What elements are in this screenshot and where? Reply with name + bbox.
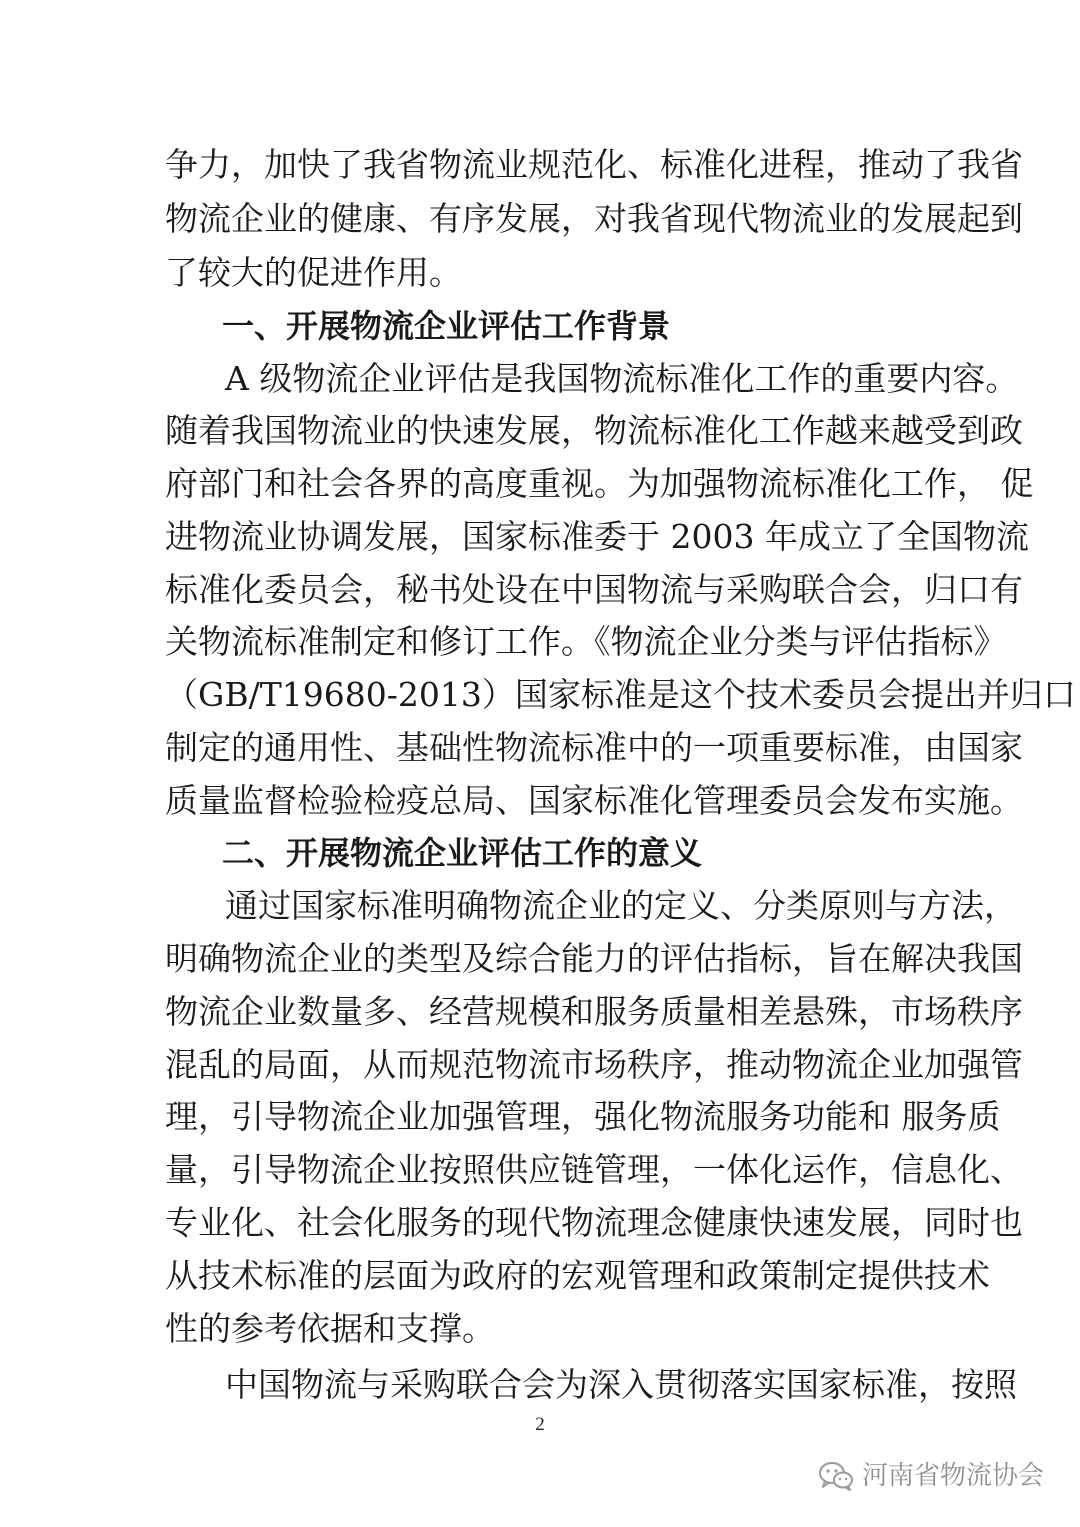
- watermark: [818, 1456, 1044, 1496]
- body-line: 通过国家标准明确物流企业的定义、分类原则与方法，: [225, 886, 1017, 925]
- body-line: 争力，加快了我省物流业规范化、标准化进程，推动了我省: [165, 145, 1023, 184]
- body-line: 进物流业协调发展，国家标准委于 2003 年成立了全国物流: [165, 517, 1029, 556]
- body-line: 制定的通用性、基础性物流标准中的一项重要标准，由国家: [165, 728, 1023, 767]
- body-line: 物流企业的健康、有序发展，对我省现代物流业的发展起到: [165, 199, 1023, 238]
- body-line: 标准化委员会，秘书处设在中国物流与采购联合会，归口有: [165, 570, 1023, 609]
- watermark-text: 河南省物流协会: [861, 1461, 1044, 1491]
- body-line: 理，引导物流企业加强管理，强化物流服务功能和 服务质: [165, 1097, 1001, 1136]
- body-line: 中国物流与采购联合会为深入贯彻落实国家标准，按照: [225, 1365, 1017, 1404]
- body-line: 物流企业数量多、经营规模和服务质量相差悬殊，市场秩序: [165, 992, 1023, 1031]
- body-line: 性的参考依据和支撑。: [165, 1309, 495, 1348]
- body-line: 量，引导物流企业按照供应链管理，一体化运作，信息化、: [165, 1150, 1023, 1189]
- section-heading: 一、开展物流企业评估工作背景: [222, 307, 671, 345]
- body-line: A 级物流企业评估是我国物流标准化工作的重要内容。: [225, 359, 1019, 398]
- body-line: 随着我国物流业的快速发展，物流标准化工作越来越受到政: [165, 411, 1023, 450]
- page-number: 2: [535, 1414, 545, 1435]
- wechat-icon: [818, 1460, 854, 1492]
- body-line: 从技术标准的层面为政府的宏观管理和政策制定提供技术: [165, 1256, 990, 1295]
- body-line: 专业化、社会化服务的现代物流理念健康快速发展，同时也: [165, 1203, 1023, 1242]
- body-line: 了较大的促进作用。: [165, 253, 462, 292]
- body-line: 关物流标准制定和修订工作。《物流企业分类与评估指标》: [165, 622, 1007, 661]
- body-line: 明确物流企业的类型及综合能力的评估指标，旨在解决我国: [165, 939, 1023, 978]
- body-line: 混乱的局面，从而规范物流市场秩序，推动物流企业加强管: [165, 1045, 1023, 1084]
- body-line: 质量监督检验检疫总局、国家标准化管理委员会发布实施。: [165, 781, 1023, 820]
- body-line: （GB/T19680-2013）国家标准是这个技术委员会提出并归口: [165, 675, 1076, 714]
- body-line: 府部门和社会各界的高度重视。为加强物流标准化工作， 促: [165, 464, 1034, 503]
- section-heading: 二、开展物流企业评估工作的意义: [222, 834, 703, 872]
